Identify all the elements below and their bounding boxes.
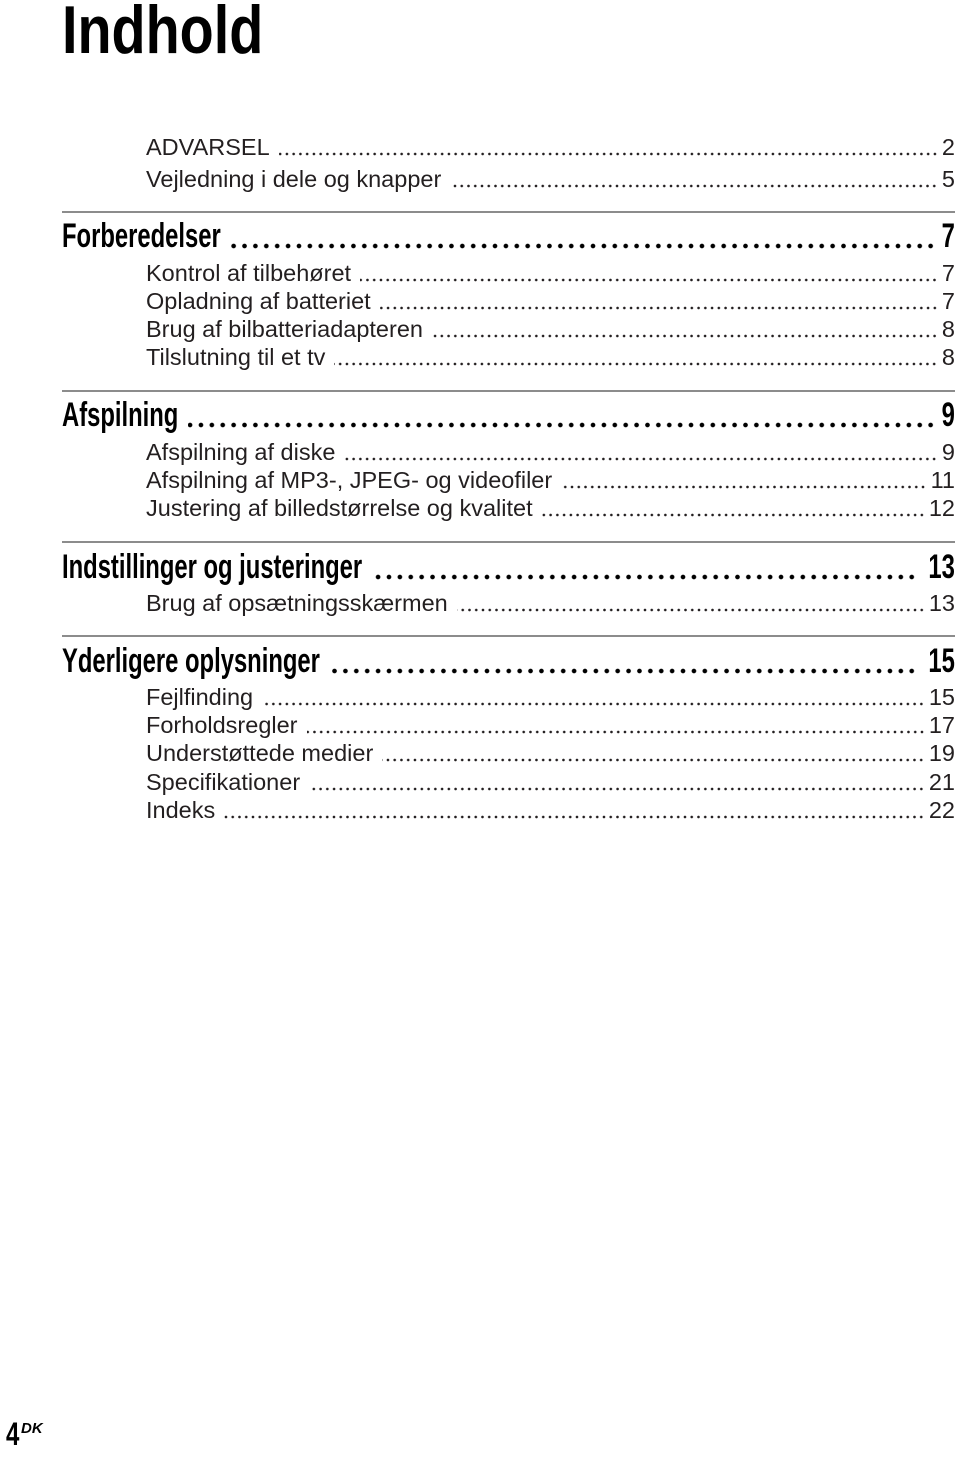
- toc-entry-page: 15: [928, 684, 955, 710]
- section-heading-page-text: 15: [928, 642, 955, 680]
- toc-entry-label: Kontrol af tilbehøret: [146, 260, 352, 286]
- toc-entry-advarsel[interactable]: [146, 133, 955, 161]
- toc-entry-label: Afspilning af MP3-, JPEG- og videofiler: [146, 467, 553, 493]
- dot-leader: [382, 758, 925, 762]
- section-heading-page-text: 13: [928, 548, 955, 586]
- toc-section-afspilning[interactable]: [62, 397, 955, 433]
- dot-leader: [309, 787, 925, 791]
- section-divider: [62, 541, 955, 543]
- toc-entry-label: Brug af bilbatteriadapteren: [146, 316, 423, 342]
- dot-leader: [188, 422, 936, 428]
- section-heading-label: [62, 643, 319, 679]
- dot-leader: [375, 574, 917, 580]
- toc-entry[interactable]: [146, 259, 955, 287]
- toc-entry[interactable]: [146, 466, 955, 494]
- section-heading-label: [62, 218, 219, 254]
- toc-entry-label: Justering af billedstørrelse og kvalitet: [146, 495, 533, 521]
- toc-entry[interactable]: [146, 739, 955, 767]
- toc-entry[interactable]: [146, 438, 955, 466]
- toc-entry-page: 9: [941, 439, 955, 465]
- toc-entry-label: Fejlfinding: [146, 684, 254, 710]
- toc-entry-label: Indeks: [146, 797, 216, 823]
- toc-entry[interactable]: [146, 315, 955, 343]
- section-heading-page-text: 7: [941, 217, 955, 255]
- dot-leader: [279, 152, 938, 156]
- dot-leader: [432, 334, 938, 338]
- toc-entry-page: 13: [928, 590, 955, 616]
- section-heading-text: Forberedelser: [62, 217, 221, 255]
- section-divider: [62, 635, 955, 637]
- toc-entry-label: Tilslutning til et tv: [146, 344, 326, 370]
- toc-entry-page: 19: [928, 740, 955, 766]
- dot-leader: [224, 815, 925, 819]
- section-heading-text: Indstillinger og justeringer: [62, 548, 363, 586]
- dot-leader: [307, 730, 925, 734]
- toc-section-forberedelser[interactable]: [62, 218, 955, 254]
- dot-leader: [230, 243, 936, 249]
- footer-language-code: DK: [21, 1420, 43, 1437]
- section-divider: [62, 390, 955, 392]
- dot-leader: [262, 702, 925, 706]
- dot-leader: [330, 668, 917, 674]
- toc-entry-page: 8: [941, 316, 955, 342]
- section-heading-page: [917, 643, 955, 679]
- toc-entry[interactable]: [146, 343, 955, 371]
- toc-entry[interactable]: [146, 589, 955, 617]
- toc-entry-label: Brug af opsætningsskærmen: [146, 590, 448, 616]
- section-heading-text: Yderligere oplysninger: [62, 642, 320, 680]
- toc-section-indstillinger[interactable]: [62, 549, 955, 585]
- toc-entry[interactable]: [146, 711, 955, 739]
- dot-leader: [380, 306, 938, 310]
- toc-entry-page: 22: [928, 797, 955, 823]
- footer-page-number: 4: [6, 1416, 20, 1452]
- section-heading-page: [917, 549, 955, 585]
- toc-entry-page: 7: [941, 260, 955, 286]
- toc-entry-page: 21: [928, 769, 955, 795]
- dot-leader: [450, 184, 938, 188]
- dot-leader: [334, 362, 938, 366]
- dot-leader: [542, 513, 925, 517]
- toc-entry-page: 12: [928, 495, 955, 521]
- toc-entry-label: Specifikationer: [146, 769, 301, 795]
- dot-leader: [344, 457, 938, 461]
- toc-entry-page: 5: [941, 166, 955, 192]
- section-heading-page-text: 9: [941, 396, 955, 434]
- section-heading-label: [62, 549, 364, 585]
- page-title: [62, 0, 307, 68]
- toc-entry-page: 11: [930, 467, 955, 493]
- toc-entry[interactable]: [146, 494, 955, 522]
- section-heading-label: [62, 397, 177, 433]
- section-heading-page: [936, 397, 955, 433]
- toc-entry-label: Understøttede medier: [146, 740, 374, 766]
- toc-entry[interactable]: [146, 287, 955, 315]
- dot-leader: [457, 608, 925, 612]
- toc-entry-page: 2: [941, 134, 955, 160]
- toc-entry-label: Opladning af batteriet: [146, 288, 371, 314]
- section-divider: [62, 211, 955, 213]
- toc-entry-label: Afspilning af diske: [146, 439, 336, 465]
- toc-section-yderligere[interactable]: [62, 643, 955, 679]
- toc-entry-label: Forholdsregler: [146, 712, 298, 738]
- toc-entry-label: ADVARSEL: [146, 134, 270, 160]
- page-title-text: Indhold: [62, 0, 264, 68]
- toc-entry-page: 8: [941, 344, 955, 370]
- dot-leader: [360, 278, 938, 282]
- section-heading-text: Afspilning: [62, 396, 179, 434]
- toc-entry[interactable]: [146, 796, 955, 824]
- toc-entry-page: 17: [928, 712, 955, 738]
- toc-entry-label: Vejledning i dele og knapper: [146, 166, 442, 192]
- toc-entry-vejledning[interactable]: [146, 165, 955, 193]
- toc-entry[interactable]: [146, 683, 955, 711]
- toc-entry-page: 7: [941, 288, 955, 314]
- toc-entry[interactable]: [146, 768, 955, 796]
- dot-leader: [561, 485, 926, 489]
- section-heading-page: [936, 218, 955, 254]
- page-footer: [6, 1418, 46, 1450]
